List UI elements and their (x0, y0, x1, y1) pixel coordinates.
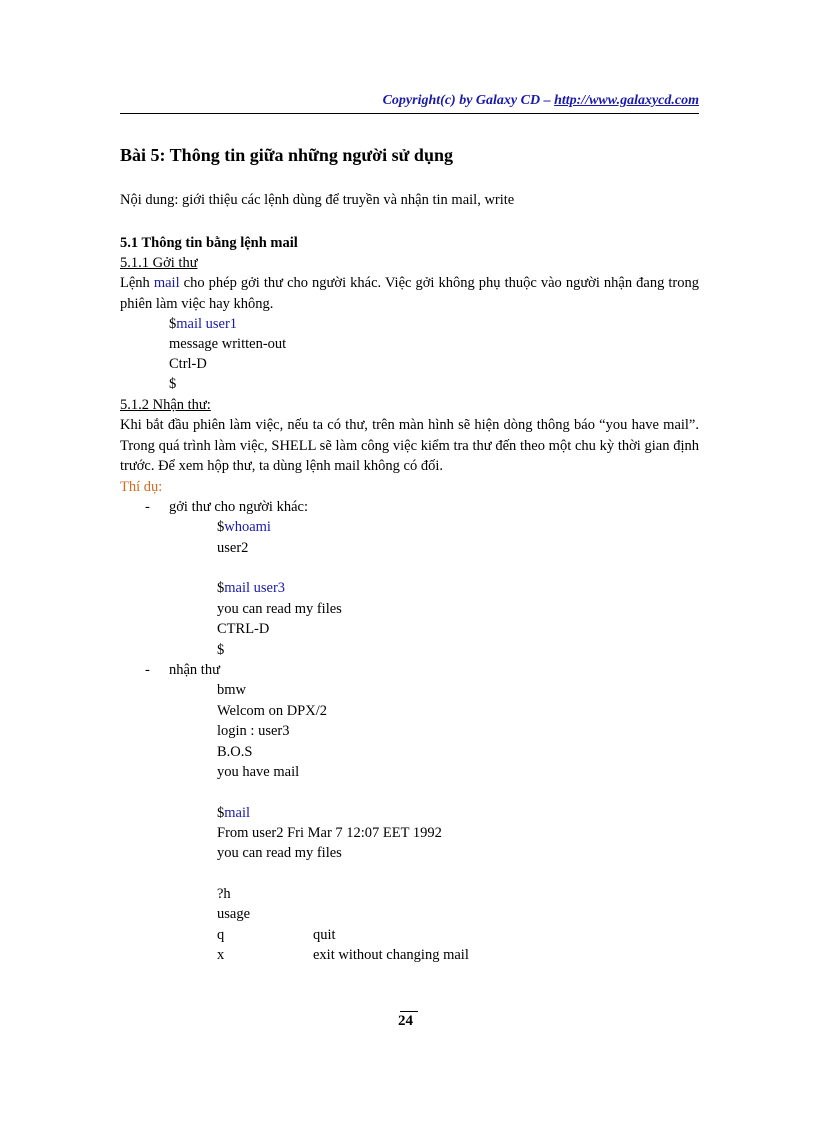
subsection-heading-receive: 5.1.2 Nhận thư: (120, 397, 211, 413)
code-line: $ (169, 376, 177, 392)
code-line: ?h (217, 886, 231, 902)
code-line: B.O.S (217, 744, 253, 760)
intro-text: Nội dung: giới thiệu các lệnh dùng để truyền và nhận tin mail, write (120, 192, 515, 208)
section-heading: 5.1 Thông tin bằng lệnh mail (120, 235, 298, 251)
send-paragraph: Lệnh mail cho phép gởi thư cho người khác. Việc gởi không phụ thuộc vào người nhận đang trong phiên làm việc hay không. (120, 275, 699, 312)
bullet-dash: - (145, 499, 150, 515)
code-line: $mail (217, 805, 251, 821)
code-line: user2 (217, 540, 249, 556)
lesson-title: Bài 5: Thông tin giữa những người sử dụng (120, 145, 453, 165)
bullet-send-label: gởi thư cho người khác: (169, 499, 308, 515)
code-line: CTRL-D (217, 621, 270, 637)
code-line: Welcom on DPX/2 (217, 703, 327, 719)
code-line: $mail user1 (169, 316, 238, 332)
code-line: $whoami (217, 519, 271, 535)
code-line: login : user3 (217, 723, 290, 739)
code-line-desc: quit (313, 927, 336, 943)
header-divider (120, 113, 699, 114)
code-line: you have mail (217, 764, 300, 780)
receive-paragraph: Khi bắt đầu phiên làm việc, nếu ta có thư, trên màn hình sẽ hiện dòng thông báo “you have mail”. Trong quá trình làm việc, SHELL sẽ làm công việc kiểm tra thư đến theo một chu kỳ thời gian định trước. Để xem hộp thư, ta dùng lệnh mail không có đối. (120, 417, 699, 474)
page-number-rule (400, 1011, 418, 1012)
example-label: Thí dụ: (120, 479, 163, 495)
code-line: Ctrl-D (169, 356, 207, 372)
code-line: usage (217, 906, 251, 922)
code-line-desc: exit without changing mail (313, 947, 469, 963)
code-line: $mail user3 (217, 580, 286, 596)
mail-command: mail (153, 275, 180, 291)
code-line: message written-out (169, 336, 287, 352)
code-line: q (217, 927, 225, 943)
code-line: x (217, 947, 225, 963)
website-link[interactable]: http://www.galaxycd.com (554, 93, 699, 108)
code-line: you can read my files (217, 845, 342, 861)
subsection-heading-send: 5.1.1 Gởi thư (120, 255, 198, 271)
code-line: you can read my files (217, 601, 342, 617)
copyright-text: Copyright(c) by Galaxy CD – (382, 93, 555, 108)
code-line: $ (217, 642, 225, 658)
code-line: From user2 Fri Mar 7 12:07 EET 1992 (217, 825, 442, 841)
page-header (120, 93, 699, 109)
page-number: 24 (398, 1013, 413, 1029)
code-line: bmw (217, 682, 246, 698)
bullet-dash: - (145, 662, 150, 678)
bullet-receive-label: nhận thư (169, 662, 220, 678)
